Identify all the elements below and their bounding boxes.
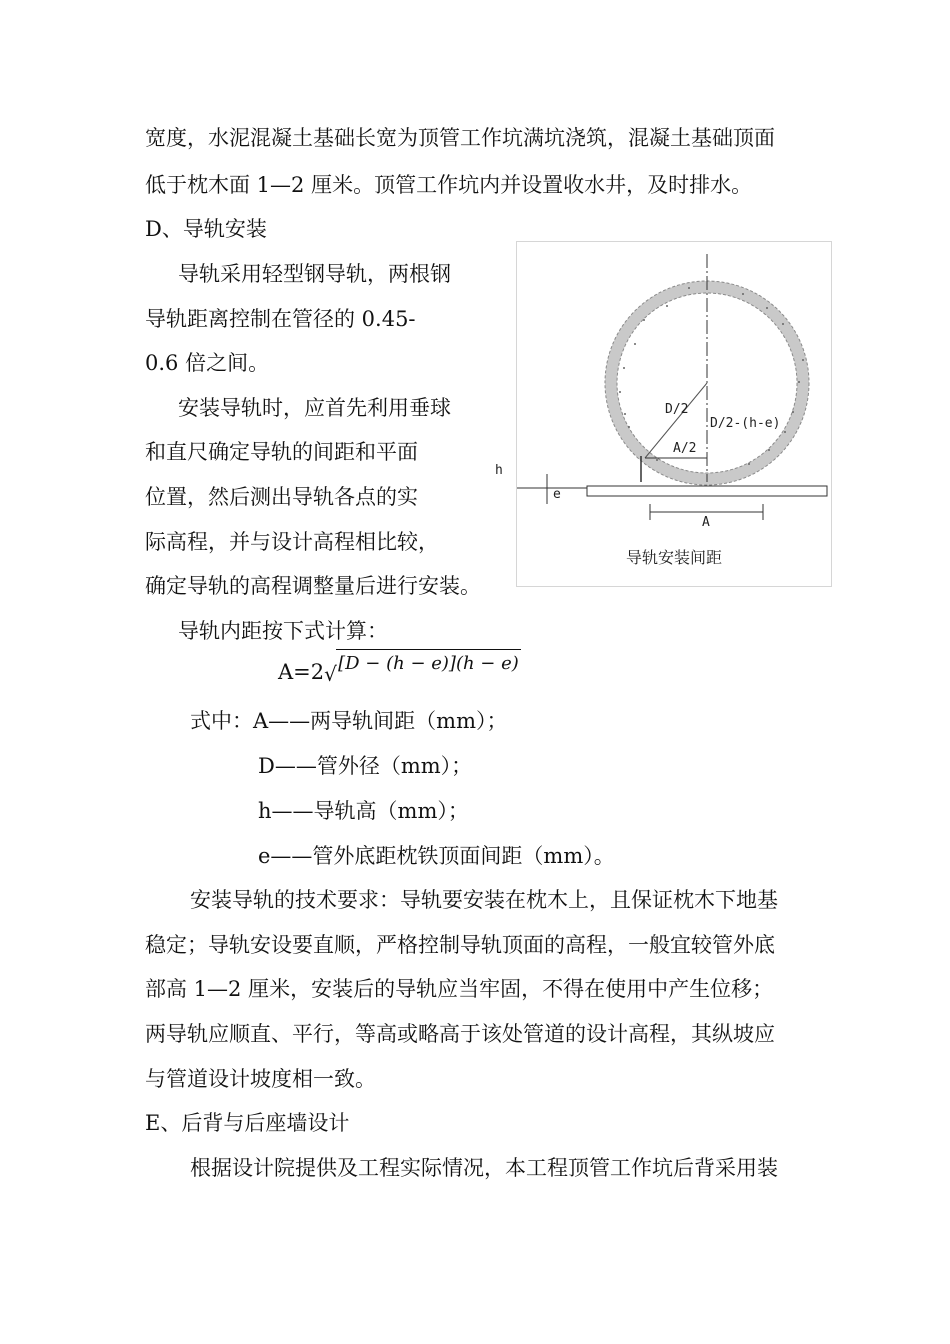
paragraph-line: 确定导轨的高程调整量后进行安装。 — [145, 574, 481, 598]
paragraph-line: 部高 1—2 厘米，安装后的导轨应当牢固，不得在使用中产生位移； — [145, 977, 774, 1001]
figure-caption: 导轨安装间距 — [625, 548, 722, 567]
square-root — [324, 653, 521, 688]
rail-spacing-formula — [278, 653, 521, 688]
paragraph-line: 低于枕木面 1—2 厘米。顶管工作坑内并设置收水井，及时排水。 — [145, 173, 753, 197]
radical-sign-icon: √ — [324, 662, 337, 686]
paragraph-line: 两导轨应顺直、平行，等高或略高于该处管道的设计高程，其纵坡应 — [145, 1022, 775, 1046]
paragraph-line: 安装导轨的技术要求：导轨要安装在枕木上，且保证枕木下地基 — [190, 888, 778, 912]
paragraph-line: 安装导轨时，应首先利用垂球 — [178, 396, 451, 420]
formula-lhs: A=2 — [278, 660, 325, 684]
definition-d: D——管外径（mm）； — [258, 754, 473, 778]
label-d2: D/2 — [665, 402, 689, 417]
paragraph-line: 和直尺确定导轨的间距和平面 — [145, 440, 418, 464]
paragraph-line: 稳定；导轨安设要直顺，严格控制导轨顶面的高程，一般宜较管外底 — [145, 933, 775, 957]
rail-bar — [587, 486, 827, 496]
rail-spacing-diagram — [495, 242, 833, 588]
section-heading-e: E、后背与后座墙设计 — [145, 1111, 350, 1135]
paragraph-line: 根据设计院提供及工程实际情况，本工程顶管工作坑后背采用装 — [190, 1156, 778, 1180]
label-d2-he: D/2-(h-e) — [710, 416, 781, 431]
paragraph-line: 导轨内距按下式计算： — [178, 619, 388, 643]
paragraph-line: 宽度，水泥混凝土基础长宽为顶管工作坑满坑浇筑，混凝土基础顶面 — [145, 126, 775, 150]
label-a: A — [702, 515, 710, 530]
definition-h: h——导轨高（mm）； — [258, 799, 469, 823]
paragraph-line: 位置，然后测出导轨各点的实 — [145, 485, 418, 509]
paragraph-line: 与管道设计坡度相一致。 — [145, 1067, 376, 1091]
definition-a: 式中：A——两导轨间距（mm）； — [190, 709, 508, 733]
section-heading-d: D、导轨安装 — [145, 217, 267, 241]
paragraph-line: 导轨采用轻型钢导轨，两根钢 — [178, 262, 451, 286]
label-e: e — [553, 487, 561, 502]
label-a2: A/2 — [673, 441, 697, 456]
paragraph-line: 导轨距离控制在管径的 0.45- — [145, 307, 416, 331]
rail-spacing-figure — [495, 241, 832, 587]
formula-radicand: [D − (h − e)](h − e) — [336, 649, 521, 678]
paragraph-line: 际高程，并与设计高程相比较， — [145, 530, 439, 554]
paragraph-line: 0.6 倍之间。 — [145, 351, 270, 375]
definition-e: e——管外底距枕铁顶面间距（mm）。 — [258, 844, 615, 868]
label-h: h — [495, 463, 503, 478]
